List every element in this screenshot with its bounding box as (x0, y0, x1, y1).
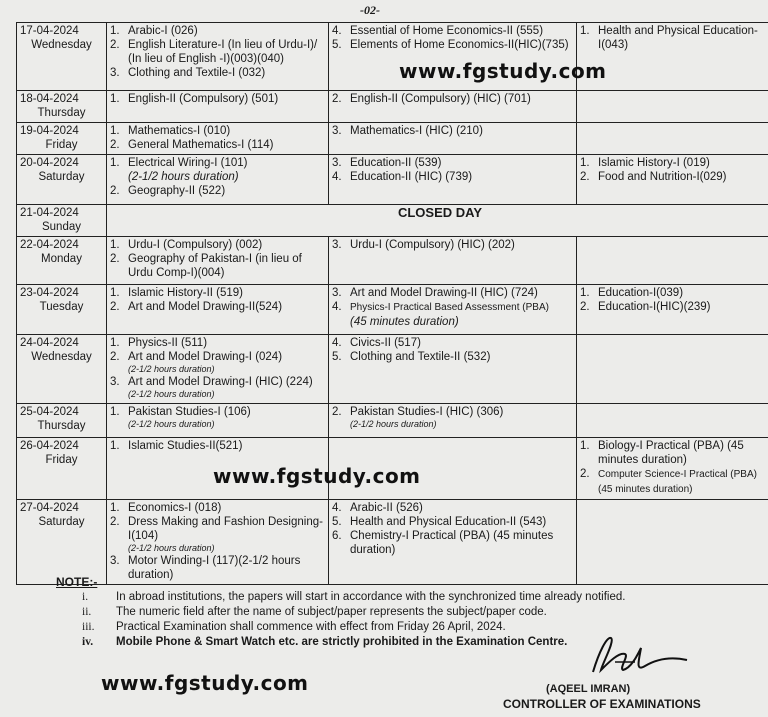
subjects-cell (329, 237, 577, 285)
entry-number: 1. (110, 157, 120, 169)
subject-entry (332, 336, 573, 350)
entry-subject (128, 375, 325, 400)
duration-note: (2-1/2 hours duration) (128, 543, 215, 553)
subject-entry (332, 501, 573, 515)
entry-subject (128, 515, 325, 554)
entry-number: 2. (110, 185, 120, 197)
entry-subject (128, 92, 325, 106)
subjects-cell (577, 404, 768, 438)
subject-entry (580, 170, 768, 184)
subject-name: Geography of Pakistan-I (in lieu of Urdu Comp-I)(004) (128, 253, 302, 279)
entry-subject (350, 350, 573, 364)
subject-name: Physics-II (511) (128, 337, 208, 349)
subject-name: Electrical Wiring-I (101) (128, 157, 248, 169)
entry-subject (350, 38, 573, 52)
entry-number: 2. (580, 171, 590, 183)
entry-number: 4. (332, 171, 342, 183)
exam-day-row (17, 91, 768, 123)
entry-subject (128, 24, 325, 38)
subject-name: Islamic History-II (519) (128, 287, 244, 299)
entry-subject (350, 24, 573, 38)
entry-number (332, 315, 350, 329)
entry-subject (350, 501, 573, 515)
exam-date: 20-04-2024 (20, 157, 79, 169)
subject-entry (110, 24, 325, 38)
duration-note: (2-1/2 hours duration) (128, 419, 215, 429)
date-cell (17, 205, 107, 237)
entry-subject (350, 92, 573, 106)
subject-name: English-II (Compulsory) (HIC) (701) (350, 93, 531, 105)
entry-subject (128, 238, 325, 252)
subject-entry (110, 184, 325, 198)
entry-subject (598, 170, 768, 184)
subject-name: Art and Model Drawing-I (024) (128, 351, 283, 363)
entry-subject (128, 501, 325, 515)
entry-number: 3. (332, 239, 342, 251)
subject-name: Urdu-I (Compulsory) (HIC) (202) (350, 239, 515, 251)
entry-subject (128, 300, 325, 314)
entry-number: 2. (110, 39, 120, 51)
exam-day-row (17, 23, 768, 91)
entry-number (110, 170, 128, 184)
exam-date: 25-04-2024 (20, 406, 79, 418)
subject-entry (110, 375, 325, 400)
subjects-cell (329, 91, 577, 123)
subject-name: English Literature-I (In lieu of Urdu-I)/ (In lieu of English -I)(003)(040) (128, 39, 318, 65)
entry-number: 3. (110, 555, 120, 567)
subject-name: Elements of Home Economics-II(HIC)(735) (350, 39, 569, 51)
subject-entry (110, 238, 325, 252)
subject-name: Art and Model Drawing-II(524) (128, 301, 283, 313)
subject-name: Urdu-I (Compulsory) (002) (128, 239, 263, 251)
note-text: The numeric field after the name of subject/paper represents the subject/paper code. (116, 606, 547, 618)
entry-number: 5. (332, 39, 342, 51)
watermark-text: www.fgstudy.com (213, 464, 421, 488)
entry-subject (598, 286, 768, 300)
entry-subject (350, 156, 573, 170)
subject-name: Islamic History-I (019) (598, 157, 710, 169)
exam-date: 27-04-2024 (20, 502, 79, 514)
subjects-cell (329, 335, 577, 404)
subject-entry (110, 92, 325, 106)
subjects-cell (577, 123, 768, 155)
duration-note: (2-1/2 hours duration) (128, 389, 215, 399)
subject-entry (580, 467, 768, 497)
signatory-name: (AQEEL IMRAN) (546, 683, 631, 695)
subject-name: Geography-II (522) (128, 185, 226, 197)
subjects-cell (107, 155, 329, 205)
entry-subject (350, 336, 573, 350)
entry-number: 1. (110, 239, 120, 251)
date-cell (17, 500, 107, 585)
subject-entry (332, 170, 573, 184)
entry-number: 1. (110, 25, 120, 37)
subject-entry (110, 336, 325, 350)
exam-date: 21-04-2024 (20, 207, 79, 219)
subject-name: Computer Science-I Practical (PBA)(45 minutes duration) (598, 469, 757, 495)
subject-name: Education-II (539) (350, 157, 442, 169)
subject-entry (110, 252, 325, 280)
subject-entry (332, 529, 573, 557)
subject-entry (110, 350, 325, 375)
subject-entry (580, 24, 768, 52)
subjects-cell (107, 404, 329, 438)
entry-subject (128, 439, 325, 453)
subjects-cell (329, 123, 577, 155)
subject-entry (580, 439, 768, 467)
subject-entry (332, 315, 573, 329)
subject-name: Dress Making and Fashion Designing-I(104) (128, 516, 323, 542)
subjects-cell (107, 23, 329, 91)
subject-entry (110, 138, 325, 152)
entry-subject (350, 238, 573, 252)
subjects-cell (577, 438, 768, 500)
subject-name: Mathematics-I (HIC) (210) (350, 125, 483, 137)
entry-subject (128, 350, 325, 375)
exam-weekday: Sunday (41, 221, 81, 233)
entry-number: 2. (580, 301, 590, 313)
subject-entry (110, 300, 325, 314)
date-cell (17, 404, 107, 438)
subject-name: Motor Winding-I (117)(2-1/2 hours duration) (128, 555, 301, 581)
subject-name: Clothing and Textile-II (532) (350, 351, 491, 363)
entry-subject (350, 529, 573, 557)
exam-day-row (17, 404, 768, 438)
subject-entry (332, 238, 573, 252)
note-item (82, 605, 676, 620)
subjects-cell (329, 155, 577, 205)
entry-number: 4. (332, 502, 342, 514)
date-cell (17, 155, 107, 205)
subject-entry (332, 300, 573, 315)
subject-name: Civics-II (517) (350, 337, 421, 349)
subject-entry (110, 405, 325, 430)
note-numeral: i. (82, 591, 89, 603)
subject-name: English-II (Compulsory) (501) (128, 93, 279, 105)
entry-subject (128, 124, 325, 138)
entry-number: 5. (332, 516, 342, 528)
entry-number: 1. (110, 440, 120, 452)
entry-subject (350, 300, 573, 315)
subjects-cell (577, 91, 768, 123)
note-item (82, 590, 676, 605)
subject-name: Art and Model Drawing-I (HIC) (224) (128, 376, 313, 388)
date-cell (17, 23, 107, 91)
watermark-text: www.fgstudy.com (399, 59, 607, 83)
exam-day-row (17, 500, 768, 585)
exam-weekday: Saturday (38, 171, 85, 183)
date-cell (17, 438, 107, 500)
entry-number: 2. (332, 93, 342, 105)
subject-name: Physics-I Practical Based Assessment (PBA) (350, 302, 549, 313)
date-cell (17, 237, 107, 285)
entry-subject (128, 138, 325, 152)
entry-number: 5. (332, 351, 342, 363)
subject-name: Economics-I (018) (128, 502, 222, 514)
entry-number: 2. (332, 406, 342, 418)
signatory-title: CONTROLLER OF EXAMINATIONS (503, 697, 701, 711)
exam-weekday: Tuesday (39, 301, 84, 313)
entry-number: 2. (110, 351, 120, 363)
entry-subject (350, 170, 573, 184)
entry-subject (598, 467, 768, 497)
entry-number: 1. (580, 440, 590, 452)
entry-subject (350, 286, 573, 300)
note-text: Mobile Phone & Smart Watch etc. are strictly prohibited in the Examination Centre. (116, 636, 568, 648)
subject-entry (110, 501, 325, 515)
subjects-cell (577, 285, 768, 335)
subject-name: Pakistan Studies-I (106) (128, 406, 251, 418)
entry-subject (128, 38, 325, 66)
note-text: In abroad institutions, the papers will start in accordance with the synchronized time already notified. (116, 591, 626, 603)
entry-number: 4. (332, 337, 342, 349)
subjects-cell (577, 335, 768, 404)
entry-subject (128, 170, 325, 184)
exam-day-row (17, 123, 768, 155)
exam-weekday: Saturday (38, 516, 85, 528)
entry-number: 3. (332, 125, 342, 137)
entry-subject (128, 405, 325, 430)
entry-subject (598, 300, 768, 314)
subjects-cell (329, 500, 577, 585)
subject-entry (110, 66, 325, 80)
entry-subject (350, 315, 573, 329)
subject-entry (580, 300, 768, 314)
subject-name: Arabic-II (526) (350, 502, 423, 514)
note-numeral: iii. (82, 621, 95, 633)
subjects-cell (107, 123, 329, 155)
note-numeral: ii. (82, 606, 92, 618)
subject-name: Arabic-I (026) (128, 25, 198, 37)
subject-entry (332, 286, 573, 300)
exam-weekday: Friday (45, 139, 78, 151)
entry-number: 4. (332, 25, 342, 37)
entry-subject (128, 286, 325, 300)
subject-name: Food and Nutrition-I(029) (598, 171, 727, 183)
subject-entry (110, 286, 325, 300)
subject-entry (332, 350, 573, 364)
exam-date: 26-04-2024 (20, 440, 79, 452)
subject-entry (332, 124, 573, 138)
entry-number: 2. (110, 516, 120, 528)
exam-date: 23-04-2024 (20, 287, 79, 299)
subjects-cell (107, 91, 329, 123)
subject-name: Islamic Studies-II(521) (128, 440, 243, 452)
entry-subject (128, 156, 325, 170)
exam-day-row (17, 205, 768, 237)
watermark-text: www.fgstudy.com (101, 671, 309, 695)
subject-name: Education-I(039) (598, 287, 684, 299)
duration-note: (2-1/2 hours duration) (128, 364, 215, 374)
exam-weekday: Thursday (37, 107, 86, 119)
entry-number: 3. (110, 67, 120, 79)
date-cell (17, 91, 107, 123)
subjects-cell (577, 500, 768, 585)
subjects-cell (577, 237, 768, 285)
subjects-cell (107, 285, 329, 335)
duration-note: (2-1/2 hours duration) (350, 419, 437, 429)
subject-entry (110, 170, 325, 184)
entry-subject (128, 336, 325, 350)
closed-day-label: CLOSED DAY (107, 205, 768, 237)
exam-day-row (17, 335, 768, 404)
date-cell (17, 123, 107, 155)
subject-entry (332, 24, 573, 38)
exam-weekday: Wednesday (31, 39, 92, 51)
exam-day-row (17, 155, 768, 205)
signature-image (585, 632, 695, 682)
entry-number: 6. (332, 530, 342, 542)
date-cell (17, 285, 107, 335)
subject-name: (2-1/2 hours duration) (128, 171, 239, 183)
entry-number: 1. (110, 406, 120, 418)
subjects-cell (329, 404, 577, 438)
subject-entry (110, 515, 325, 554)
entry-subject (598, 156, 768, 170)
exam-date: 17-04-2024 (20, 25, 79, 37)
subject-name: (45 minutes duration) (350, 316, 459, 328)
subject-entry (332, 38, 573, 52)
subject-name: Health and Physical Education-II (543) (350, 516, 547, 528)
subject-name: Chemistry-I Practical (PBA) (45 minutes duration) (350, 530, 554, 556)
subject-name: Education-II (HIC) (739) (350, 171, 473, 183)
entry-subject (128, 252, 325, 280)
subjects-cell (577, 155, 768, 205)
subject-entry (332, 156, 573, 170)
subjects-cell (329, 285, 577, 335)
notes-section (56, 575, 676, 650)
subject-entry (332, 405, 573, 430)
entry-number: 1. (580, 25, 590, 37)
exam-weekday: Friday (45, 454, 78, 466)
entry-number: 1. (110, 337, 120, 349)
entry-number: 1. (110, 287, 120, 299)
subject-name: Essential of Home Economics-II (555) (350, 25, 544, 37)
subject-name: Biology-I Practical (PBA) (45 minutes duration) (598, 440, 744, 466)
entry-subject (350, 405, 573, 430)
entry-subject (128, 66, 325, 80)
entry-number: 3. (332, 287, 342, 299)
subject-entry (580, 156, 768, 170)
entry-number: 1. (580, 157, 590, 169)
subject-entry (110, 439, 325, 453)
subject-name: Art and Model Drawing-II (HIC) (724) (350, 287, 538, 299)
entry-subject (128, 184, 325, 198)
exam-day-row (17, 285, 768, 335)
exam-date: 18-04-2024 (20, 93, 79, 105)
entry-number: 2. (580, 468, 590, 480)
exam-day-row (17, 237, 768, 285)
subject-entry (332, 92, 573, 106)
subject-entry (110, 124, 325, 138)
entry-number: 4. (332, 301, 342, 313)
entry-subject (350, 124, 573, 138)
entry-subject (350, 515, 573, 529)
subjects-cell (107, 335, 329, 404)
subject-name: General Mathematics-I (114) (128, 139, 274, 151)
entry-number: 1. (110, 502, 120, 514)
subject-name: Mathematics-I (010) (128, 125, 231, 137)
exam-date: 22-04-2024 (20, 239, 79, 251)
subjects-cell (107, 500, 329, 585)
entry-number: 2. (110, 301, 120, 313)
subject-entry (332, 515, 573, 529)
note-text: Practical Examination shall commence with effect from Friday 26 April, 2024. (116, 621, 506, 633)
subject-entry (580, 286, 768, 300)
exam-weekday: Wednesday (31, 351, 92, 363)
entry-subject (598, 439, 768, 467)
entry-number: 2. (110, 139, 120, 151)
notes-title: NOTE:- (56, 575, 98, 589)
entry-number: 1. (110, 125, 120, 137)
subject-name: Health and Physical Education-I(043) (598, 25, 758, 51)
entry-number: 2. (110, 253, 120, 265)
exam-weekday: Thursday (37, 420, 86, 432)
page-number: -02- (360, 3, 380, 17)
entry-number: 1. (110, 93, 120, 105)
subject-entry (110, 156, 325, 170)
entry-number: 3. (110, 376, 120, 388)
entry-number: 3. (332, 157, 342, 169)
subjects-cell (107, 237, 329, 285)
subject-entry (110, 38, 325, 66)
date-sheet-table (16, 22, 768, 585)
subject-name: Education-I(HIC)(239) (598, 301, 711, 313)
entry-subject (598, 24, 768, 52)
note-numeral: iv. (82, 636, 94, 648)
exam-weekday: Monday (41, 253, 82, 265)
exam-date: 24-04-2024 (20, 337, 79, 349)
date-cell (17, 335, 107, 404)
subject-name: Clothing and Textile-I (032) (128, 67, 266, 79)
exam-date: 19-04-2024 (20, 125, 79, 137)
subject-name: Pakistan Studies-I (HIC) (306) (350, 406, 504, 418)
entry-number: 1. (580, 287, 590, 299)
